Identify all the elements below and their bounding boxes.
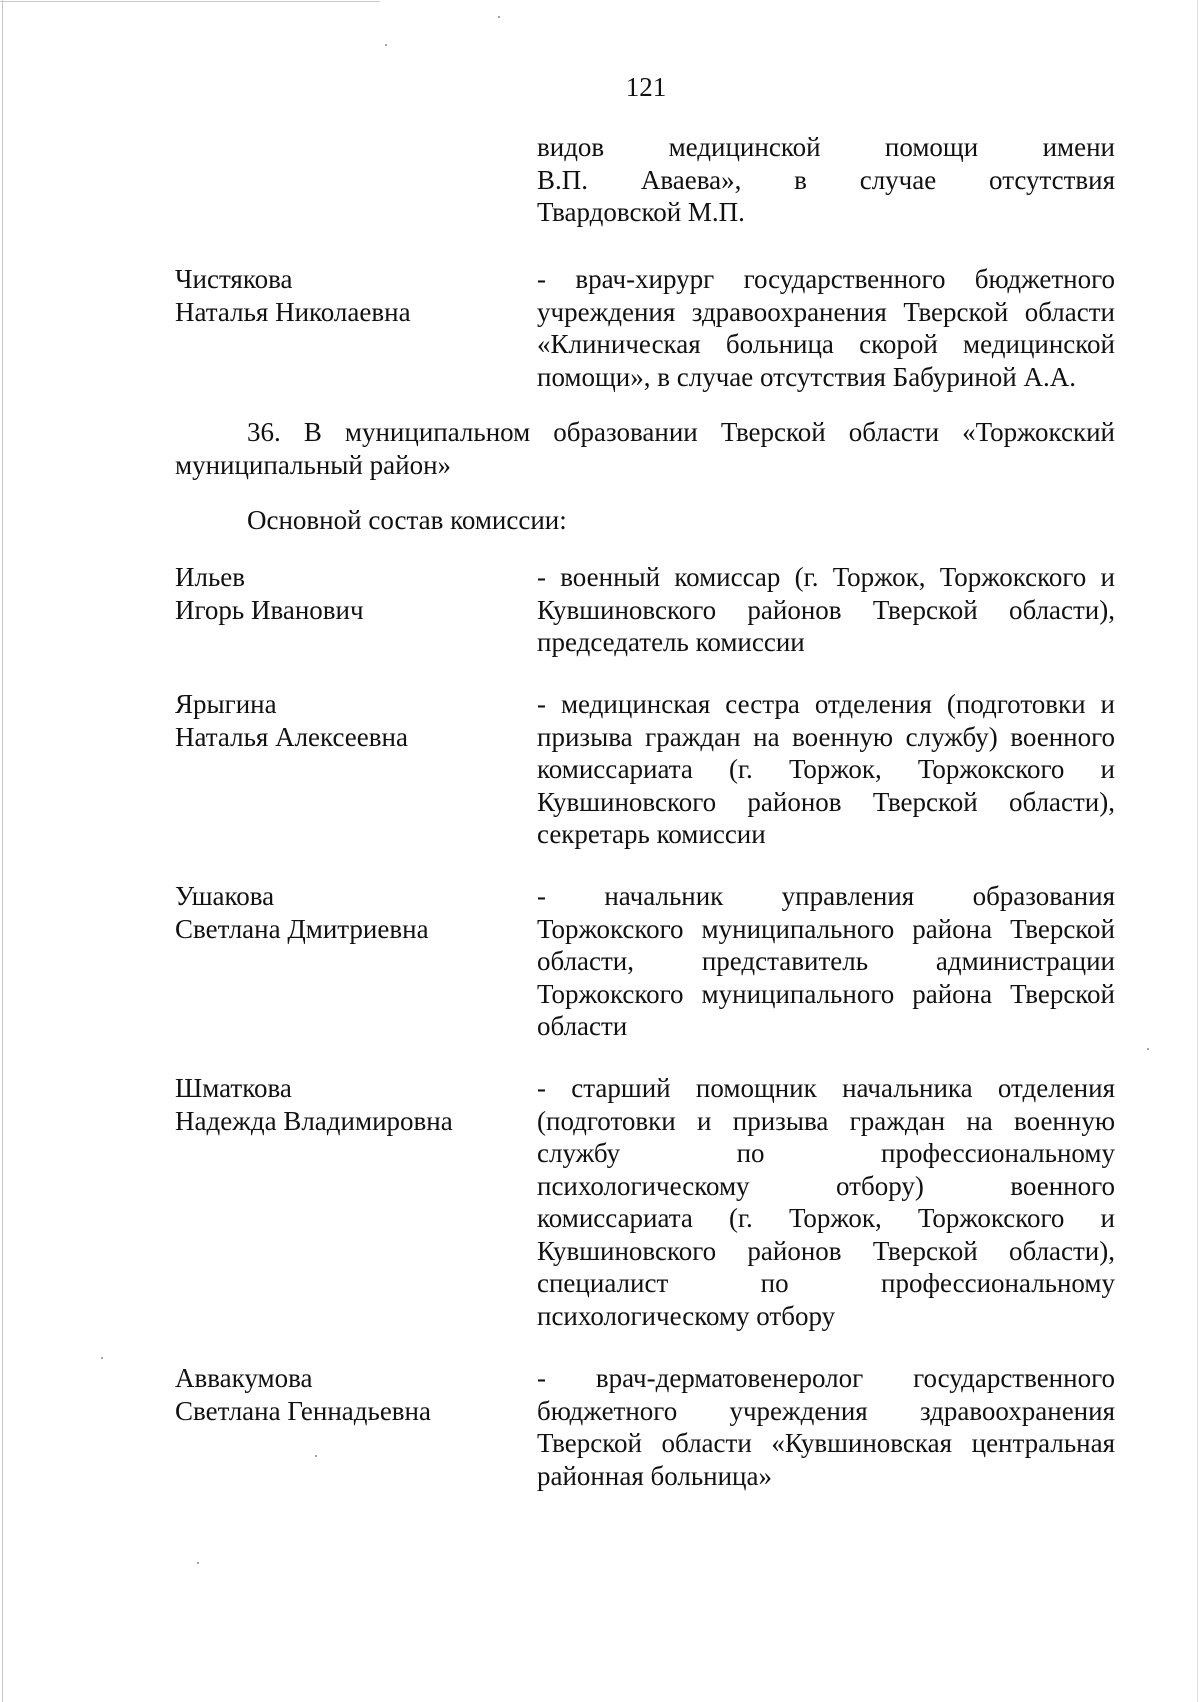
member-given-names: Наталья Алексеевна [175, 721, 408, 752]
description-line: (подготовки и призыва граждан на военную [537, 1105, 1115, 1136]
member-name [175, 561, 505, 626]
member-given-names: Наталья Николаевна [175, 296, 411, 327]
description-line: Кувшиновского районов Тверской области), [537, 594, 1115, 625]
member-description [537, 1072, 1115, 1332]
description-line: секретарь комиссии [537, 819, 766, 849]
member-name [175, 1072, 505, 1137]
description-line: психологическому отбору) военного [537, 1170, 1115, 1201]
section-heading-line: 36. В муниципальном образовании Тверской области «Торжокский [247, 417, 1115, 447]
description-line: - медицинская сестра отделения (подготовки и [537, 689, 1115, 719]
description-line: учреждения здравоохранения Тверской области [537, 296, 1115, 327]
scan-edge-top [0, 1, 380, 2]
description-line: Тверской области «Кувшиновская центральная [537, 1428, 1115, 1458]
description-line: - врач-дерматовенеролог государственного [537, 1363, 1115, 1393]
scan-speck [1147, 1048, 1149, 1050]
description-line: Кувшиновского районов Тверской области), [537, 1235, 1115, 1266]
scan-edge-left [2, 0, 3, 1702]
member-name [175, 1362, 505, 1427]
member-given-names: Надежда Владимировна [175, 1105, 453, 1136]
description-line: области [537, 1011, 628, 1041]
member-surname: Ярыгина [175, 689, 277, 719]
description-line: службу по профессиональному [537, 1138, 1115, 1168]
description-line: - военный комиссар (г. Торжок, Торжокского и [537, 562, 1115, 592]
scan-speck [197, 1562, 199, 1564]
member-surname: Аввакумова [175, 1363, 313, 1393]
description-line: специалист по профессиональному [537, 1268, 1115, 1298]
commission-subheading: Основной состав комиссии: [247, 505, 567, 535]
member-given-names: Светлана Геннадьевна [175, 1395, 431, 1426]
scan-speck [101, 1357, 103, 1359]
description-line: призыва граждан на военную службу) военного [537, 721, 1115, 752]
section-heading [175, 416, 1115, 481]
member-given-names: Светлана Дмитриевна [175, 913, 429, 944]
member-name [175, 263, 505, 328]
member-given-names: Игорь Иванович [175, 594, 364, 625]
scan-speck [315, 1455, 317, 1457]
description-line: Торжокского муниципального района Тверской [537, 913, 1115, 944]
description-line: психологическому отбору [537, 1300, 836, 1331]
scan-speck [498, 16, 500, 18]
member-description [537, 688, 1115, 851]
description-line: председатель комиссии [537, 627, 805, 657]
continuation-description [537, 131, 1115, 229]
member-description [537, 880, 1115, 1043]
member-name [175, 688, 505, 753]
description-line: Торжокского муниципального района Тверской [537, 978, 1115, 1009]
description-line: районная больница» [537, 1460, 772, 1491]
description-line: области, представитель администрации [537, 946, 1115, 976]
description-line: - начальник управления образования [537, 881, 1115, 911]
member-surname: Шматкова [175, 1073, 292, 1103]
description-line: комиссариата (г. Торжок, Торжокского и [537, 754, 1115, 784]
member-name [175, 880, 505, 945]
description-line: Кувшиновского районов Тверской области), [537, 786, 1115, 817]
section-heading-line: муниципальный район» [175, 449, 452, 480]
member-description [537, 561, 1115, 659]
description-line: «Клиническая больница скорой медицинской [537, 329, 1115, 359]
member-surname: Ильев [175, 562, 246, 592]
member-description [537, 263, 1115, 393]
member-surname: Чистякова [175, 264, 293, 294]
member-description [537, 1362, 1115, 1492]
description-line: - врач-хирург государственного бюджетного [537, 264, 1115, 294]
description-line: комиссариата (г. Торжок, Торжокского и [537, 1203, 1115, 1233]
description-line: В.П. Аваева», в случае отсутствия [537, 164, 1115, 195]
description-line: бюджетного учреждения здравоохранения [537, 1395, 1115, 1426]
description-line: видов медицинской помощи имени [537, 132, 1115, 162]
page-number: 121 [625, 72, 667, 102]
description-line: Твардовской М.П. [537, 197, 745, 227]
description-line: - старший помощник начальника отделения [537, 1073, 1115, 1103]
member-surname: Ушакова [175, 881, 275, 911]
description-line: помощи», в случае отсутствия Бабуриной А.А. [537, 361, 1076, 392]
scan-speck [385, 44, 387, 46]
scan-edge-right [1197, 0, 1198, 1702]
